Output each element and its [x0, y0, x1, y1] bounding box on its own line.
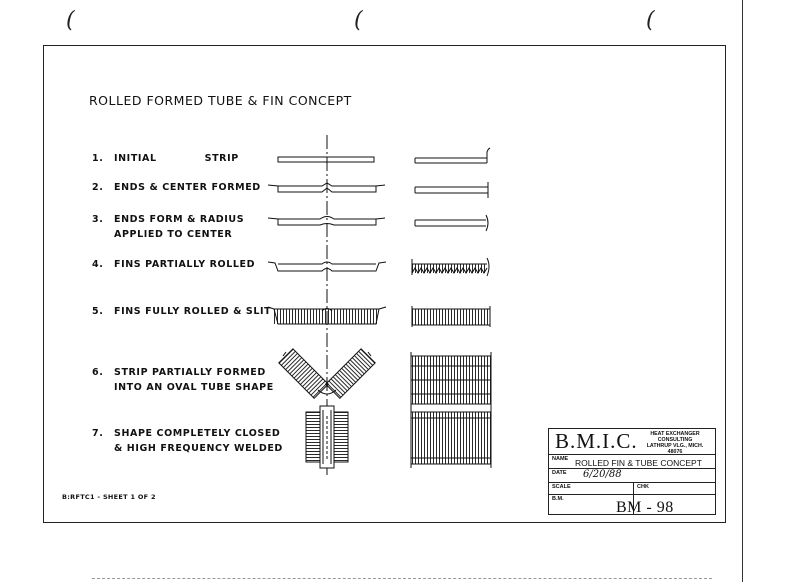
step-1-section-view: [278, 157, 374, 162]
step-7-side-view: [411, 408, 491, 468]
name-label: NAME: [552, 456, 569, 462]
name-row: [548, 455, 716, 469]
name-value: ROLLED FIN & TUBE CONCEPT: [575, 458, 702, 468]
binder-hole-mark: (: [646, 8, 655, 33]
step-3-side-view: [415, 215, 488, 231]
step-5-side-view: [412, 306, 490, 327]
step-text: ENDS FORM & RADIUS: [114, 214, 245, 225]
step-number: 7.: [92, 428, 104, 439]
step-3-section-view: [268, 217, 385, 226]
step-number: 5.: [92, 306, 104, 317]
sheet-number: B:RFTC1 - SHEET 1 OF 2: [62, 493, 156, 501]
binder-hole-mark: (: [66, 8, 75, 33]
address-line: CONSULTING: [657, 437, 693, 443]
cell-divider: [633, 483, 634, 495]
company-address: [635, 431, 715, 455]
step-number: 6.: [92, 367, 104, 378]
bm-label: B.M.: [552, 496, 564, 502]
address-line: HEAT EXCHANGER: [650, 431, 700, 437]
step-text-line2: APPLIED TO CENTER: [114, 229, 233, 240]
step-text: FINS PARTIALLY ROLLED: [114, 259, 256, 270]
step-number: 1.: [92, 153, 104, 164]
scale-row: [548, 483, 716, 495]
drawing-number: BM - 98: [616, 499, 674, 516]
step-number: 3.: [92, 214, 104, 225]
address-line: 48076: [667, 449, 683, 455]
step-text-line2: & HIGH FREQUENCY WELDED: [114, 443, 283, 454]
step-number: 4.: [92, 259, 104, 270]
step-text: STRIP PARTIALLY FORMED: [114, 367, 266, 378]
scan-edge-artifact: [92, 578, 712, 580]
drawing-title: ROLLED FORMED TUBE & FIN CONCEPT: [89, 93, 352, 108]
scale-label: SCALE: [552, 484, 571, 490]
date-label: DATE: [552, 470, 567, 476]
step-text-line2: INTO AN OVAL TUBE SHAPE: [114, 382, 274, 393]
step-6-side-view: [411, 352, 491, 408]
company-block: [548, 428, 716, 455]
address-line: LATHRUP VLG., MICH.: [646, 443, 704, 449]
binder-hole-mark: (: [354, 8, 363, 33]
step-text: STRIP: [204, 153, 239, 164]
date-row: [548, 469, 716, 483]
company-name: B.M.I.C.: [555, 429, 638, 453]
step-5-section-view: [268, 307, 386, 324]
step-number: 2.: [92, 182, 104, 193]
date-value: 6/20/88: [583, 469, 622, 480]
step-text: SHAPE COMPLETELY CLOSED: [114, 428, 281, 439]
step-2-side-view: [415, 182, 488, 198]
chk-label: CHK: [637, 484, 649, 490]
step-4-side-view: [412, 258, 489, 276]
step-1-side-view: [415, 148, 490, 163]
step-text: ENDS & CENTER FORMED: [114, 182, 261, 193]
step-7-section-view: [306, 406, 348, 468]
step-text: FINS FULLY ROLLED & SLIT: [114, 306, 272, 317]
step-text: INITIAL: [114, 153, 157, 164]
